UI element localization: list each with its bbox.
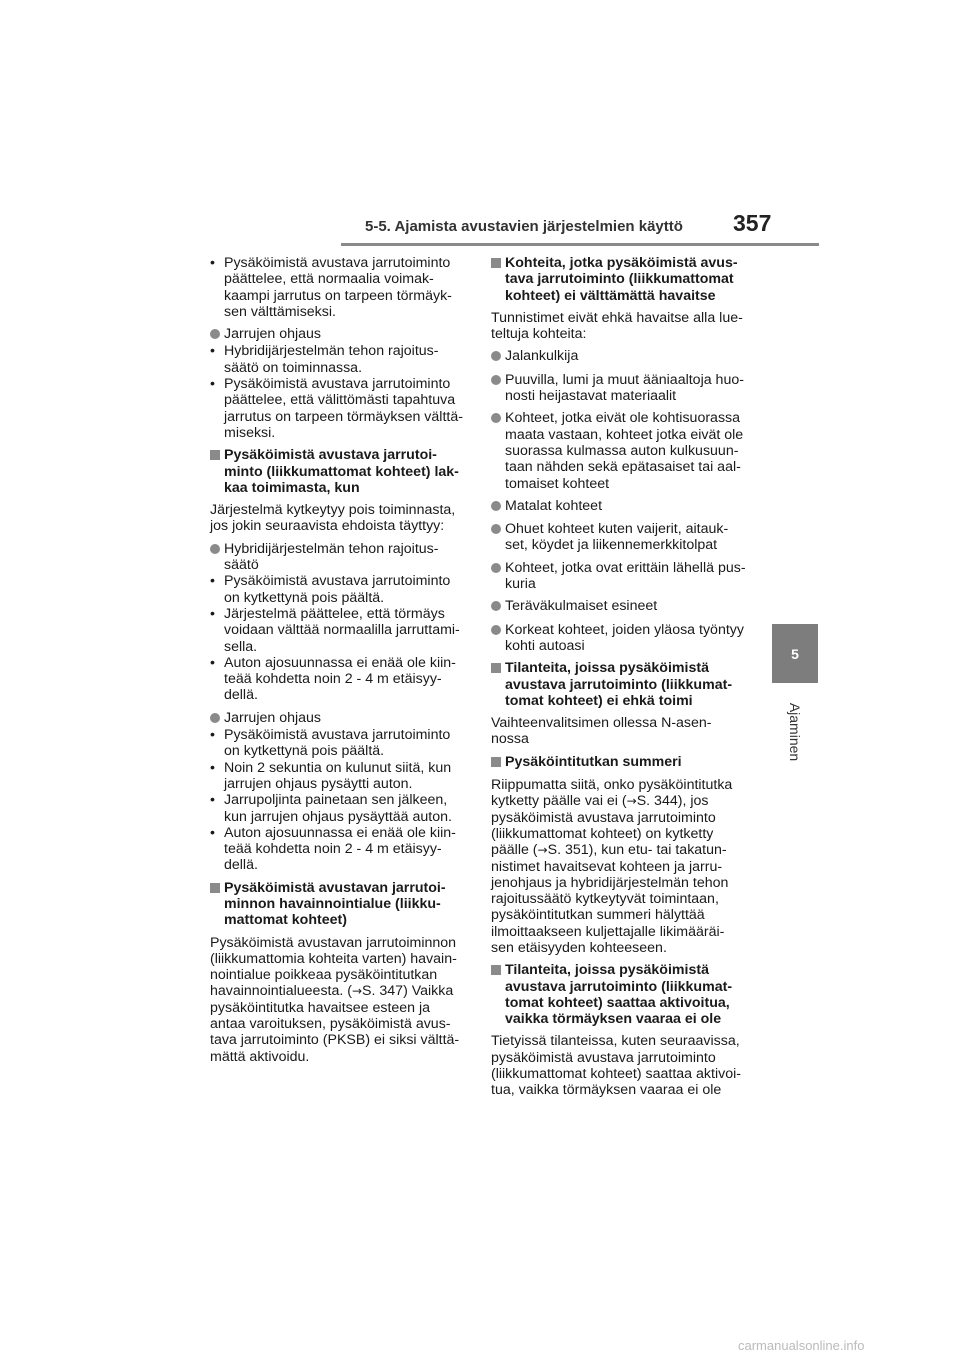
- section-heading: [491, 962, 763, 1027]
- sub-bullet: • Hybridijärjestelmän tehon rajoitus- säätö on toiminnassa.: [210, 343, 439, 376]
- text-line: antaa varoituksen, pysäköimistä avus-: [210, 1016, 451, 1033]
- sub-bullet: • Järjestelmä päättelee, että törmäys voidaan välttää normaalilla jarruttami- sella.: [210, 605, 460, 655]
- text-line: teää kohdetta noin 2 - 4 m etäisyy-: [224, 841, 442, 858]
- text-line: säätö: [224, 557, 259, 574]
- paragraph: [210, 935, 472, 1065]
- paragraph: [491, 310, 763, 343]
- text-line: kytketty päälle vai ei (: [491, 793, 627, 810]
- text-line: Kohteita, jotka pysäköimistä avus-: [505, 255, 738, 271]
- text-line: Hybridijärjestelmän tehon rajoitus-: [224, 343, 439, 360]
- chapter-number: 5: [791, 645, 799, 662]
- text-line: (liikkumattomia kohteita varten) havain-: [210, 950, 457, 967]
- chapter-label: Ajaminen: [787, 702, 803, 762]
- heading-square-icon: [491, 965, 501, 975]
- text-line: Jarrujen ohjaus: [224, 326, 322, 343]
- text-line: (liikkumattomat kohteet) saattaa aktivoi-: [491, 1066, 741, 1083]
- bullet-item: [210, 326, 472, 343]
- left-column: [210, 255, 472, 1065]
- bullet-dot-icon: [210, 713, 220, 723]
- text-line: pysäköintitutka havaitsee esteen ja: [210, 999, 431, 1016]
- text-line: on kytkettynä pois päältä.: [224, 589, 385, 606]
- text-line: tomat kohteet) ei ehkä toimi: [505, 692, 693, 709]
- text-line: kohti autoasi: [505, 637, 585, 654]
- text-line: kohteet) ei välttämättä havaitse: [505, 287, 716, 304]
- text-line: tomaiset kohteet: [505, 475, 610, 492]
- text-line: nointialue poikkeaa pysäköintitutkan: [210, 967, 438, 984]
- sub-bullet: • Pysäköimistä avustava jarrutoiminto päättelee, että välittömästi tapahtuva jarrutus on tarpeen törmäyksen välttä- miseksi.: [210, 376, 463, 441]
- heading-square-icon: [491, 663, 501, 673]
- text-line: pysäköimistä avustava jarrutoiminto: [491, 809, 716, 826]
- text-line: teltuja kohteita:: [491, 326, 587, 343]
- text-line: Pysäköimistä avustava jarrutoiminto: [224, 376, 451, 393]
- text-line: Tilanteita, joissa pysäköimistä: [505, 962, 709, 979]
- text-line: Jarrupoljinta painetaan sen jälkeen,: [224, 792, 448, 809]
- text-line: Pysäköimistä avustava jarrutoi-: [224, 447, 437, 464]
- text-line: kaampi jarrutus on tarpeen törmäyk-: [224, 287, 452, 304]
- arrow-right-icon: →: [626, 794, 637, 809]
- section-heading: [210, 447, 472, 496]
- bullet-dot-icon: [491, 351, 501, 361]
- section-title: 5-5. Ajamista avustavien järjestelmien käyttö: [365, 218, 683, 235]
- text-line: vaikka törmäyksen vaaraa ei ole: [505, 1011, 722, 1028]
- watermark: carmanualsonline.info: [738, 1338, 865, 1353]
- text-line: taan nähden sekä epätasaiset tai aal-: [505, 459, 741, 476]
- sub-bullet: • Pysäköimistä avustava jarrutoiminto päättelee, että normaalia voimak- kaampi jarrutus on tarpeen törmäyk- sen välttämiseksi.: [210, 255, 452, 320]
- text-line: teää kohdetta noin 2 - 4 m etäisyy-: [224, 671, 442, 688]
- text-line: Järjestelmä päättelee, että törmäys: [224, 605, 445, 622]
- text-line: pysäköimistä avustava jarrutoiminto: [491, 1049, 716, 1066]
- text-line: Järjestelmä kytkeytyy pois toiminnasta,: [210, 502, 456, 519]
- text-line: set, köydet ja liikennemerkkitolpat: [505, 537, 718, 554]
- page-number: 357: [733, 210, 772, 236]
- paragraph: [210, 502, 472, 535]
- section-heading: [491, 660, 763, 709]
- text-line: voidaan välttää normaalilla jarruttami-: [224, 622, 460, 639]
- text-line: Teräväkulmaiset esineet: [505, 598, 658, 615]
- text-line: päättelee, että välittömästi tapahtuva: [224, 392, 456, 409]
- text-line: jos jokin seuraavista ehdoista täyttyy:: [210, 518, 445, 535]
- text-line: maata vastaan, kohteet jotka eivät ole: [505, 426, 744, 443]
- text-line: jarrujen ohjaus pysäytti auton.: [224, 775, 413, 792]
- text-line: Noin 2 sekuntia on kulunut siitä, kun: [224, 759, 452, 776]
- bullet-item: [491, 622, 763, 655]
- section-heading: [210, 880, 472, 929]
- section-heading: [491, 754, 763, 771]
- text-line: tava jarrutoiminto (liikkumattomat: [505, 271, 734, 288]
- text-line: nosti heijastavat materiaalit: [505, 388, 677, 405]
- text-line: päälle (: [491, 842, 538, 859]
- text-line: on kytkettynä pois päältä.: [224, 743, 385, 760]
- text-line: dellä.: [224, 687, 258, 704]
- bullet-item: [491, 521, 763, 554]
- text-line: Tilanteita, joissa pysäköimistä: [505, 660, 709, 677]
- paragraph: [491, 777, 763, 956]
- bullet-dot-icon: [491, 501, 501, 511]
- text-line: avustava jarrutoiminto (liikkumat-: [505, 676, 733, 693]
- text-line: Jalankulkija: [505, 348, 579, 365]
- bullet-dot-icon: [491, 413, 501, 423]
- text-line: nistimet havaitsevat kohteen ja jarru-: [491, 858, 723, 875]
- text-line: jarrutus on tarpeen törmäyksen välttä-: [224, 408, 463, 425]
- text-line: tua, vaikka törmäyksen vaaraa ei ole: [491, 1082, 722, 1099]
- text-line: nossa: [491, 731, 529, 748]
- sub-bullet: • Noin 2 sekuntia on kulunut siitä, kun jarrujen ohjaus pysäytti auton.: [210, 759, 452, 792]
- text-line: mättä aktivoidu.: [210, 1048, 310, 1065]
- text-line: Pysäköimistä avustavan jarrutoiminnon: [210, 934, 457, 951]
- sub-bullet: • Pysäköimistä avustava jarrutoiminto on kytkettynä pois päältä.: [210, 573, 451, 606]
- text-line: Tietyissä tilanteissa, kuten seuraavissa,: [491, 1033, 740, 1050]
- text-line: minto (liikkumattomat kohteet) lak-: [224, 463, 459, 480]
- sub-bullet: • Auton ajosuunnassa ei enää ole kiin- teää kohdetta noin 2 - 4 m etäisyy- dellä.: [210, 654, 456, 704]
- text-line: jenohjaus ja hybridijärjestelmän tehon: [491, 874, 729, 891]
- section-heading: [491, 255, 763, 304]
- text-line: Pysäköintitutkan summeri: [505, 753, 682, 770]
- text-line: Auton ajosuunnassa ei enää ole kiin-: [224, 824, 456, 841]
- text-line: Riippumatta siitä, onko pysäköintitutka: [491, 777, 733, 794]
- bullet-item: [210, 541, 472, 574]
- chapter-tab: [772, 624, 818, 683]
- text-line: miseksi.: [224, 424, 276, 441]
- text-line: Vaihteenvalitsimen ollessa N-asen-: [491, 715, 712, 732]
- bullet-dot-icon: [491, 601, 501, 611]
- text-line: pysäköintitutkan summeri hälyttää: [491, 907, 705, 924]
- text-line: Hybridijärjestelmän tehon rajoitus-: [224, 540, 439, 557]
- text-line: Matalat kohteet: [505, 497, 603, 514]
- text-line: sen etäisyyden kohteeseen.: [491, 939, 667, 956]
- text-line: (liikkumattomat kohteet) on kytketty: [491, 825, 714, 842]
- right-column: [491, 255, 763, 1099]
- heading-square-icon: [491, 258, 501, 268]
- text-line: Ohuet kohteet kuten vaijerit, aitauk-: [505, 521, 729, 538]
- text-line: havainnointialueesta. (: [210, 983, 352, 1000]
- text-line: säätö on toiminnassa.: [224, 359, 363, 376]
- text-line: sella.: [224, 638, 258, 655]
- page-reference: S. 351), kun etu- tai takatun-: [547, 842, 727, 859]
- heading-square-icon: [210, 883, 220, 893]
- text-line: Pysäköimistä avustava jarrutoiminto: [224, 573, 451, 590]
- sub-bullet: • Auton ajosuunnassa ei enää ole kiin- teää kohdetta noin 2 - 4 m etäisyy- dellä.: [210, 824, 456, 874]
- text-line: kun jarrujen ohjaus pysäyttää auton.: [224, 808, 452, 825]
- bullet-dot-icon: [491, 563, 501, 573]
- text-line: Puuvilla, lumi ja muut ääniaaltoja huo-: [505, 371, 744, 388]
- arrow-right-icon: →: [537, 843, 548, 858]
- sub-bullet: • Jarrupoljinta painetaan sen jälkeen, kun jarrujen ohjaus pysäyttää auton.: [210, 792, 452, 825]
- text-line: Tunnistimet eivät ehkä havaitse alla lue-: [491, 309, 743, 326]
- header-rule: [341, 243, 819, 246]
- bullet-item: [491, 498, 763, 515]
- text-line: minnon havainnointialue (liikku-: [224, 895, 441, 912]
- heading-square-icon: [210, 450, 220, 460]
- text-line: kaa toimimasta, kun: [224, 479, 360, 496]
- text-line: Korkeat kohteet, joiden yläosa työntyy: [505, 621, 744, 638]
- text-line: suorassa kulmassa auton kulkusuun-: [505, 442, 739, 459]
- page-reference: S. 347) Vaikka: [362, 983, 454, 1000]
- arrow-right-icon: →: [351, 984, 363, 999]
- sub-bullet: • Pysäköimistä avustava jarrutoiminto on kytkettynä pois päältä.: [210, 727, 451, 760]
- text-line: avustava jarrutoiminto (liikkumat-: [505, 978, 733, 995]
- text-line: tava jarrutoiminto (PKSB) ei siksi välttä-: [210, 1032, 460, 1049]
- text-line: ilmoittaakseen kuljettajalle likimääräi-: [491, 923, 725, 940]
- bullet-dot-icon: [491, 524, 501, 534]
- bullet-item: [210, 710, 472, 727]
- bullet-dot-icon: [491, 625, 501, 635]
- bullet-dot-icon: [210, 544, 220, 554]
- page-reference: S. 344), jos: [636, 793, 709, 810]
- bullet-dot-icon: [491, 375, 501, 385]
- text-line: Pysäköimistä avustava jarrutoiminto: [224, 255, 451, 271]
- heading-square-icon: [491, 757, 501, 767]
- bullet-dot-icon: [210, 329, 220, 339]
- text-line: Kohteet, jotka eivät ole kohtisuorassa: [505, 410, 741, 427]
- text-line: tomat kohteet) saattaa aktivoitua,: [505, 994, 730, 1011]
- text-line: sen välttämiseksi.: [224, 303, 336, 320]
- bullet-item: [491, 410, 763, 491]
- paragraph: [491, 715, 763, 748]
- bullet-item: [491, 560, 763, 593]
- text-line: dellä.: [224, 857, 258, 874]
- bullet-item: [491, 348, 763, 365]
- paragraph: [491, 1033, 763, 1098]
- text-line: Pysäköimistä avustavan jarrutoi-: [224, 879, 446, 896]
- text-line: Auton ajosuunnassa ei enää ole kiin-: [224, 654, 456, 671]
- text-line: Kohteet, jotka ovat erittäin lähellä pus-: [505, 559, 746, 576]
- text-line: Pysäköimistä avustava jarrutoiminto: [224, 727, 451, 744]
- text-line: päättelee, että normaalia voimak-: [224, 271, 434, 288]
- text-line: mattomat kohteet): [224, 912, 347, 929]
- bullet-item: [491, 372, 763, 405]
- text-line: Jarrujen ohjaus: [224, 709, 322, 726]
- text-line: kuria: [505, 576, 536, 593]
- text-line: rajoitussäätö kytkeytyvät toimintaan,: [491, 891, 719, 908]
- bullet-item: [491, 598, 763, 615]
